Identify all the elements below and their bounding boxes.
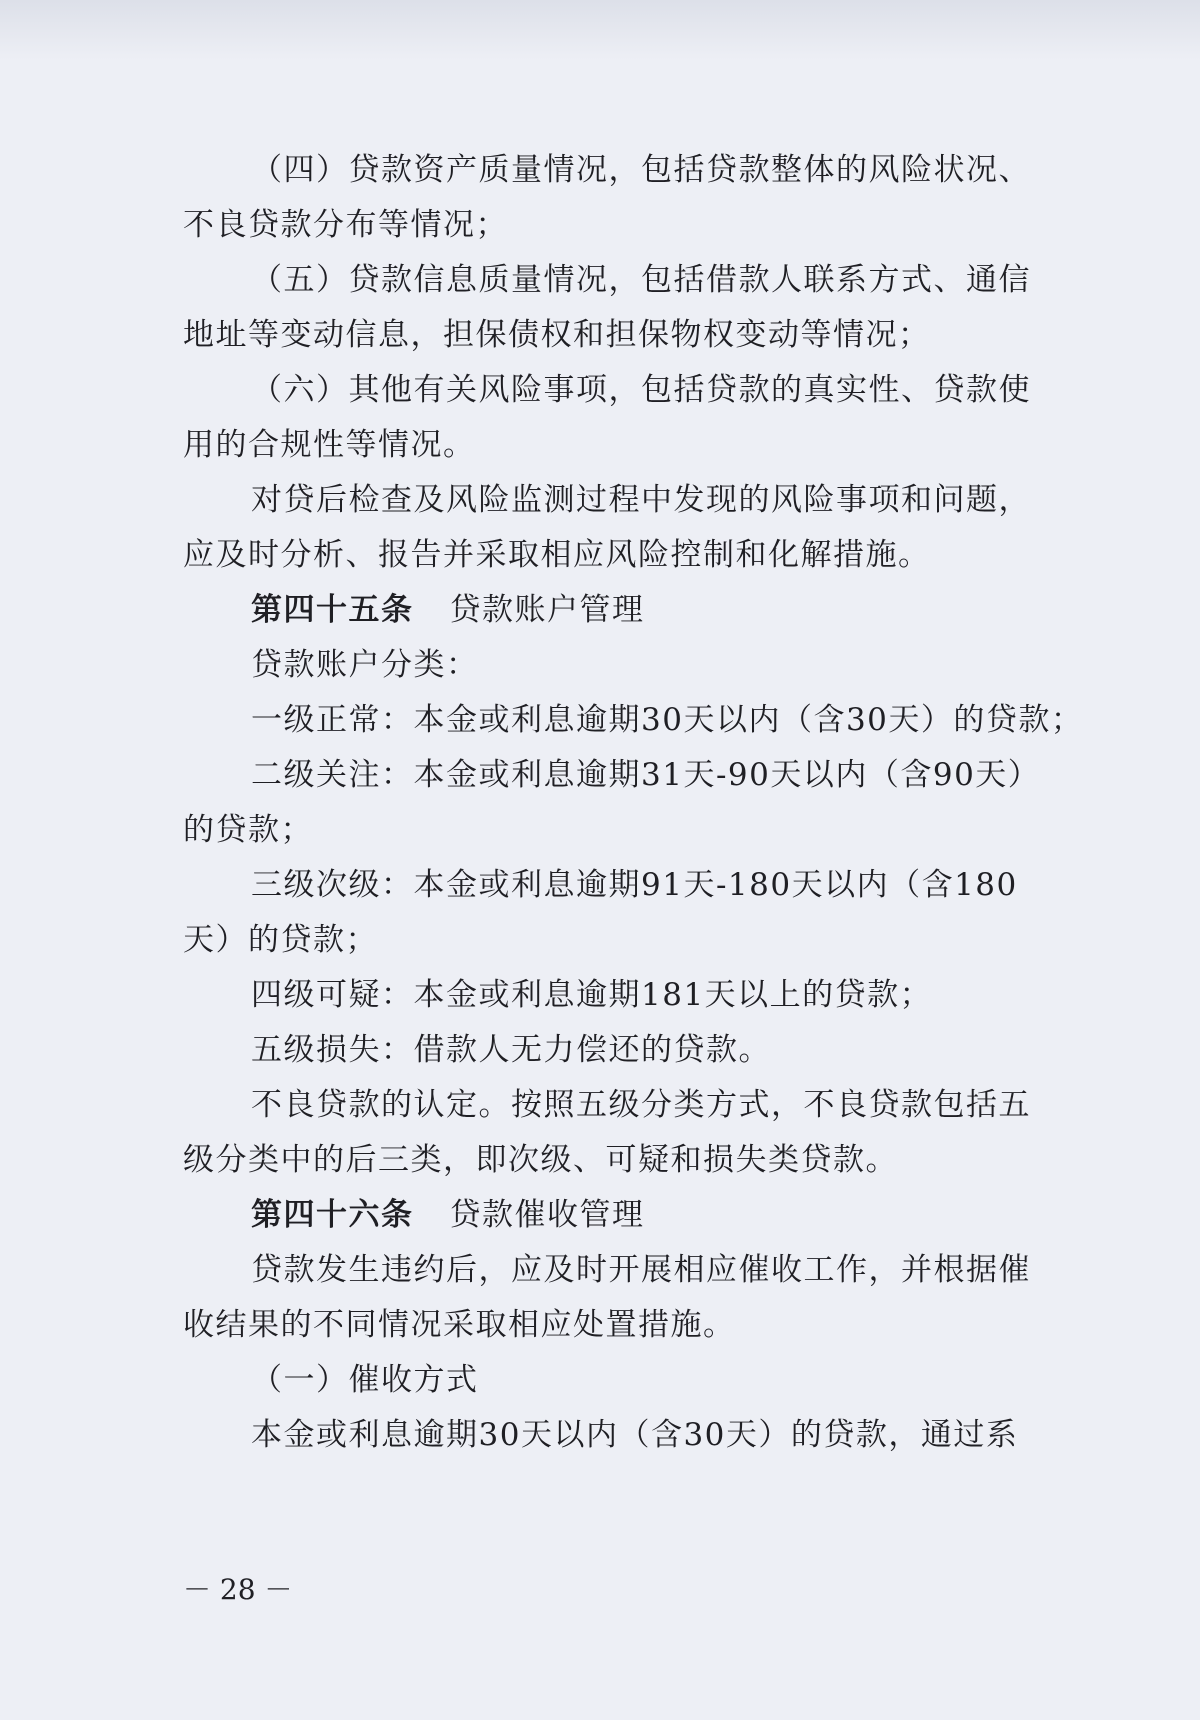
- paragraph-line: 天）的贷款；: [183, 922, 378, 958]
- page-number: － 28 －: [183, 1573, 293, 1606]
- paragraph-line: 四级可疑：本金或利息逾期181天以上的贷款；: [251, 977, 933, 1013]
- paragraph-line: （一）催收方式: [251, 1362, 479, 1398]
- paragraph-line: 贷款账户分类：: [251, 647, 479, 683]
- paragraph-line: 的贷款；: [183, 812, 313, 848]
- paragraph-line: 地址等变动信息，担保债权和担保物权变动等情况；: [183, 317, 931, 353]
- paragraph-line: 二级关注：本金或利息逾期31天-90天以内（含90天）: [251, 757, 1041, 793]
- article-title: 贷款催收管理: [449, 1197, 645, 1233]
- paragraph-line: 五级损失：借款人无力偿还的贷款。: [251, 1032, 771, 1068]
- article-title: 贷款账户管理: [449, 592, 645, 628]
- article-number: 第四十五条: [251, 592, 414, 628]
- article-heading-46: [251, 1195, 645, 1235]
- paragraph-line: 贷款发生违约后，应及时开展相应催收工作，并根据催: [251, 1252, 1031, 1288]
- paragraph-line: 不良贷款分布等情况；: [183, 207, 508, 243]
- paragraph-line: 用的合规性等情况。: [183, 427, 476, 463]
- paragraph-line: 一级正常：本金或利息逾期30天以内（含30天）的贷款；: [251, 702, 1084, 738]
- article-heading-45: [251, 590, 645, 630]
- paragraph-line: （五）贷款信息质量情况，包括借款人联系方式、通信: [251, 262, 1031, 298]
- scan-shadow: [0, 0, 1200, 60]
- paragraph-line: 对贷后检查及风险监测过程中发现的风险事项和问题，: [251, 482, 1031, 518]
- paragraph-line: 应及时分析、报告并采取相应风险控制和化解措施。: [183, 537, 931, 573]
- paragraph-line: 收结果的不同情况采取相应处置措施。: [183, 1307, 736, 1343]
- paragraph-line: 不良贷款的认定。按照五级分类方式，不良贷款包括五: [251, 1087, 1031, 1123]
- paragraph-line: （六）其他有关风险事项，包括贷款的真实性、贷款使: [251, 372, 1031, 408]
- article-number: 第四十六条: [251, 1197, 414, 1233]
- paragraph-line: （四）贷款资产质量情况，包括贷款整体的风险状况、: [251, 152, 1031, 188]
- paragraph-line: 级分类中的后三类，即次级、可疑和损失类贷款。: [183, 1142, 898, 1178]
- paragraph-line: 本金或利息逾期30天以内（含30天）的贷款，通过系: [251, 1417, 1019, 1453]
- paragraph-line: 三级次级：本金或利息逾期91天-180天以内（含180: [251, 867, 1018, 903]
